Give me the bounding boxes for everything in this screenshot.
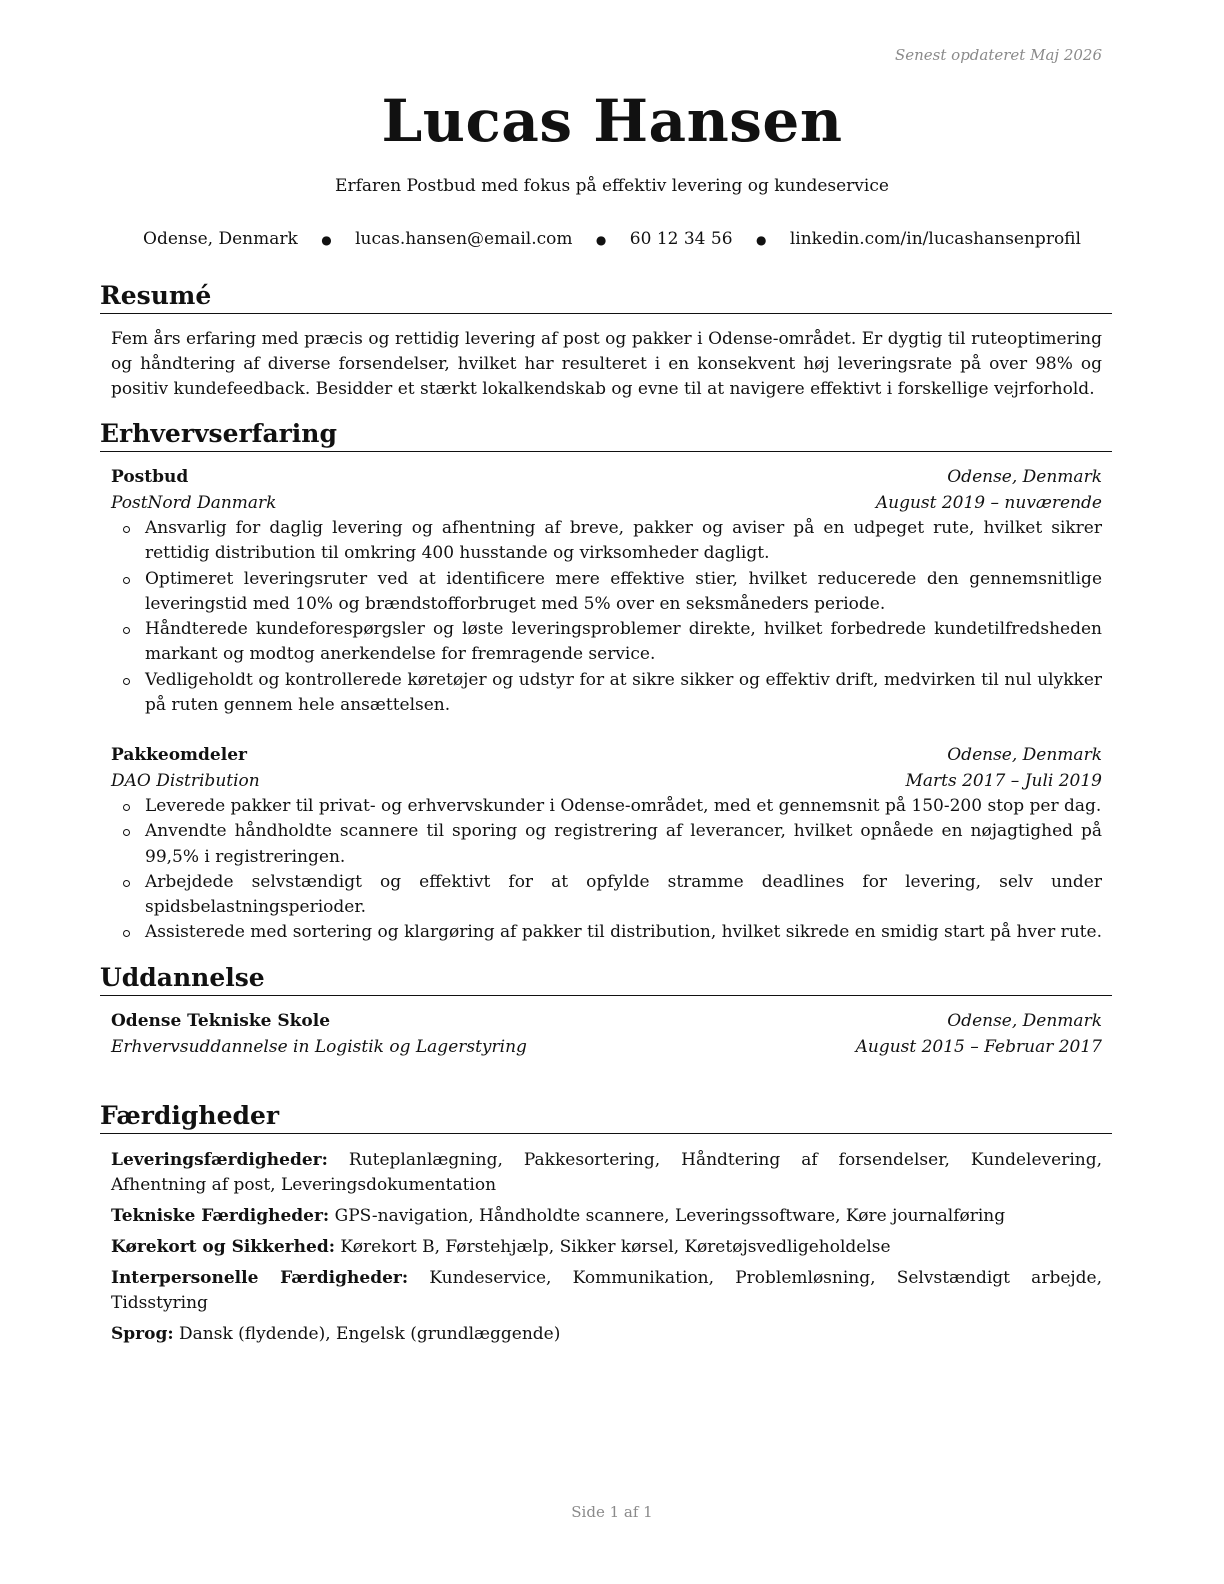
skill-text: Ruteplanlægning, Pakkesortering, Håndtering af forsendelser, Kundelevering, Afhentning af post, Leveringsdokumentation (111, 1150, 1103, 1195)
skill-row (111, 1322, 1102, 1347)
bullet-separator-icon: ● (595, 232, 607, 247)
job-entry (111, 743, 1102, 946)
last-updated-note: Senest opdateret Maj 2026 (894, 46, 1102, 64)
skill-row (111, 1148, 1102, 1198)
job-entry (111, 465, 1102, 718)
list-item: Assisterede med sortering og klargøring af pakker til distribution, hvilket sikrede en smidig start på hver rute. (111, 920, 1102, 945)
job-role: Pakkeomdeler (111, 745, 247, 765)
skill-text: Kørekort B, Førstehjælp, Sikker kørsel, Køretøjsvedligeholdelse (340, 1237, 891, 1257)
job-location: Odense, Denmark (947, 745, 1102, 765)
education-dates: August 2015 – Februar 2017 (855, 1036, 1102, 1057)
section-title-summary: Resumé (100, 280, 1112, 314)
skill-row (111, 1235, 1102, 1260)
job-location: Odense, Denmark (947, 467, 1102, 487)
list-item: Anvendte håndholdte scannere til sporing og registrering af leverancer, hvilket opnåede en nøjagtighed på 99,5% i registreringen. (111, 819, 1102, 870)
education-subheader-row (111, 1035, 1102, 1061)
page-number: Side 1 af 1 (571, 1503, 653, 1521)
education-header-row (111, 1009, 1102, 1035)
skill-label: Leveringsfærdigheder: (111, 1150, 328, 1170)
job-subheader-row (111, 769, 1102, 795)
job-company: DAO Distribution (111, 770, 260, 791)
skill-label: Sprog: (111, 1324, 174, 1344)
list-item: Leverede pakker til privat- og erhvervskunder i Odense-området, med et gennemsnit på 150-200 stop per dag. (111, 794, 1102, 819)
education-degree: Erhvervsuddannelse in Logistik og Lagerstyring (111, 1036, 527, 1057)
candidate-name: Lucas Hansen (381, 87, 843, 155)
section-title-experience: Erhvervserfaring (100, 418, 1112, 452)
skill-label: Tekniske Færdigheder: (111, 1206, 330, 1226)
summary-text: Fem års erfaring med præcis og rettidig levering af post og pakker i Odense-området. Er dygtig til ruteoptimering og håndtering af diverse forsendelser, hvilket har resulteret i en konsekvent høj leveringsrate på over 98% og positiv kundefeedback. Besidder et stærkt lokalkendskab og evne til at navigere effektivt i forskellige vejrforhold. (111, 329, 1102, 399)
job-dates: August 2019 – nuværende (875, 492, 1102, 513)
job-header-row (111, 743, 1102, 769)
list-item: Vedligeholdt og kontrollerede køretøjer og udstyr for at sikre sikker og effektiv drift, medvirken til nul ulykker på ruten gennem hele ansættelsen. (111, 668, 1102, 719)
skill-text: GPS-navigation, Håndholdte scannere, Leveringssoftware, Køre journalføring (334, 1206, 1006, 1226)
list-item: Håndterede kundeforespørgsler og løste leveringsproblemer direkte, hvilket forbedrede kundetilfredsheden markant og modtog anerkendelse for fremragende service. (111, 617, 1102, 668)
job-bullets (111, 794, 1102, 946)
job-header-row (111, 465, 1102, 491)
bullet-separator-icon: ● (321, 232, 332, 247)
job-dates: Marts 2017 – Juli 2019 (905, 770, 1102, 791)
section-title-skills: Færdigheder (100, 1100, 1112, 1134)
job-company: PostNord Danmark (111, 492, 277, 513)
skill-text: Kundeservice, Kommunikation, Problemløsning, Selvstændigt arbejde, Tidsstyring (111, 1268, 1103, 1313)
skill-label: Kørekort og Sikkerhed: (111, 1237, 335, 1257)
contact-phone[interactable]: 60 12 34 56 (629, 229, 733, 249)
job-role: Postbud (111, 467, 189, 487)
job-subheader-row (111, 491, 1102, 517)
list-item: Arbejdede selvstændigt og effektivt for at opfylde stramme deadlines for levering, selv under spidsbelastningsperioder. (111, 870, 1102, 921)
skill-text: Dansk (flydende), Engelsk (grundlæggende) (179, 1324, 561, 1344)
skill-row (111, 1266, 1102, 1316)
contact-location: Odense, Denmark (143, 229, 298, 249)
education-location: Odense, Denmark (947, 1011, 1102, 1031)
section-title-education: Uddannelse (100, 962, 1112, 996)
contact-line (0, 229, 1224, 249)
education-entry (111, 1009, 1102, 1060)
contact-linkedin[interactable]: linkedin.com/in/lucashansenprofil (789, 229, 1081, 249)
skill-label: Interpersonelle Færdigheder: (111, 1268, 409, 1288)
tagline: Erfaren Postbud med fokus på effektiv levering og kundeservice (335, 176, 889, 196)
skills-list (111, 1148, 1102, 1353)
list-item: Optimeret leveringsruter ved at identificere mere effektive stier, hvilket reducerede den gennemsnitlige leveringstid med 10% og brændstofforbruget med 5% over en seksmåneders periode. (111, 567, 1102, 618)
job-bullets (111, 516, 1102, 718)
skill-row (111, 1204, 1102, 1229)
bullet-separator-icon: ● (755, 232, 767, 247)
contact-email[interactable]: lucas.hansen@email.com (355, 229, 573, 249)
education-school: Odense Tekniske Skole (111, 1011, 331, 1031)
list-item: Ansvarlig for daglig levering og afhentning af breve, pakker og aviser på en udpeget rute, hvilket sikrer rettidig distribution til omkring 400 husstande og virksomheder dagligt. (111, 516, 1102, 567)
